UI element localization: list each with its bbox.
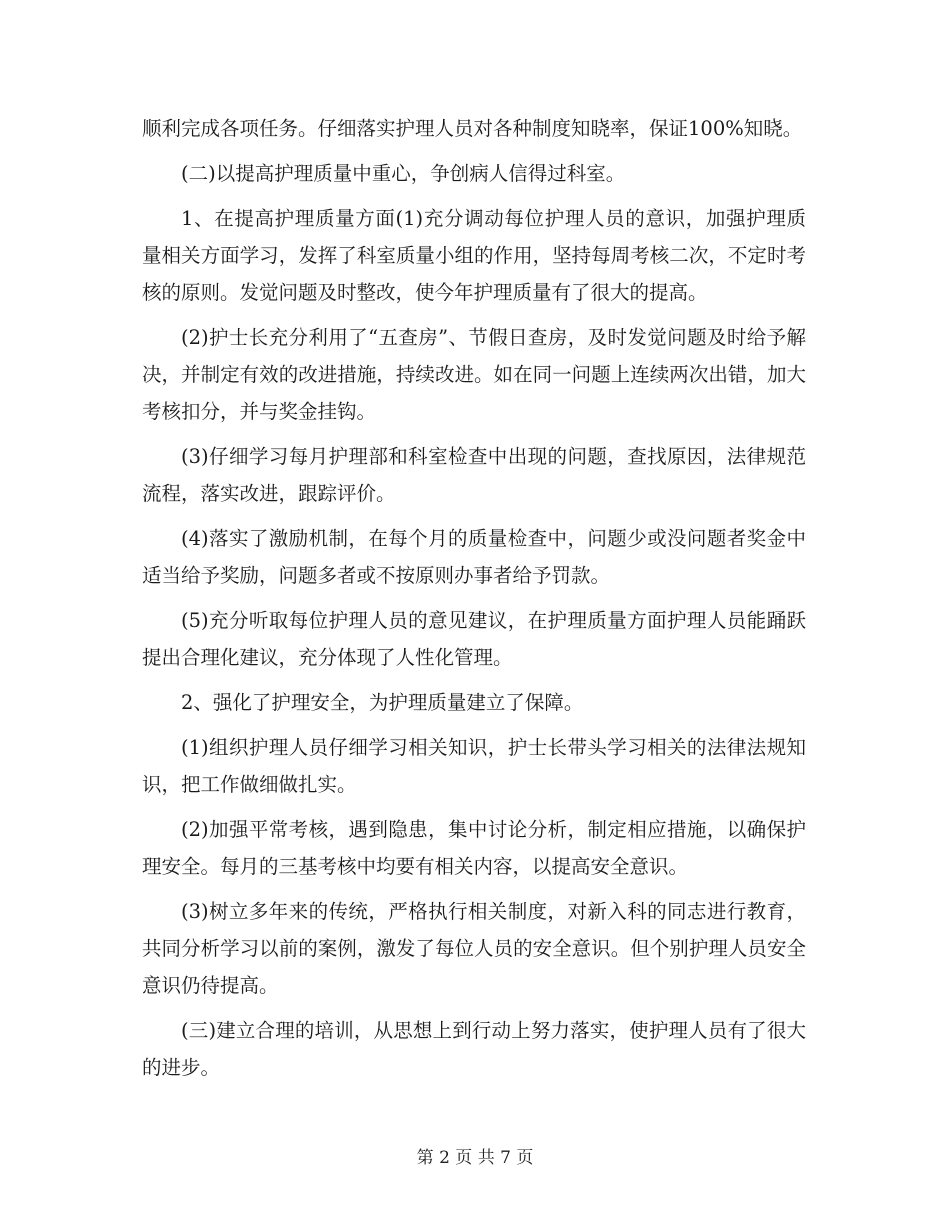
paragraph: (2)护士长充分利用了“五查房”、节假日查房，及时发觉问题及时给予解决，并制定有效的改进措施，持续改进。如在同一问题上连续两次出错，加大考核扣分，并与奖金挂钩。 bbox=[142, 326, 806, 423]
paragraph: 顺利完成各项任务。仔细落实护理人员对各种制度知晓率，保证100%知晓。 bbox=[142, 117, 803, 140]
paragraph: (3)树立多年来的传统，严格执行相关制度，对新入科的同志进行教育，共同分析学习以前的案例，激发了每位人员的安全意识。但个别护理人员安全意识仍待提高。 bbox=[142, 900, 806, 997]
paragraph: (5)充分听取每位护理人员的意见建议，在护理质量方面护理人员能踊跃提出合理化建议，充分体现了人性化管理。 bbox=[142, 609, 806, 669]
paragraph: (二)以提高护理质量中重心，争创病人信得过科室。 bbox=[181, 162, 626, 185]
paragraph: (2)加强平常考核，遇到隐患，集中讨论分析，制定相应措施，以确保护理安全。每月的三基考核中均要有相关内容，以提高安全意识。 bbox=[142, 818, 806, 878]
document-body bbox=[142, 110, 806, 1094]
paragraph: (三)建立合理的培训，从思想上到行动上努力落实，使护理人员有了很大的进步。 bbox=[142, 1019, 806, 1079]
page-number: 第 2 页 共 7 页 bbox=[416, 1148, 534, 1168]
paragraph: (3)仔细学习每月护理部和科室检查中出现的问题，查找原因，法律规范流程，落实改进，跟踪评价。 bbox=[142, 445, 806, 505]
paragraph: (4)落实了激励机制，在每个月的质量检查中，问题少或没问题者奖金中适当给予奖励，问题多者或不按原则办事者给予罚款。 bbox=[142, 527, 806, 587]
paragraph: (1)组织护理人员仔细学习相关知识，护士长带头学习相关的法律法规知识，把工作做细做扎实。 bbox=[142, 736, 806, 796]
paragraph: 1、在提高护理质量方面(1)充分调动每位护理人员的意识，加强护理质量相关方面学习，发挥了科室质量小组的作用，坚持每周考核二次，不定时考核的原则。发觉问题及时整改，使今年护理质量有了很大的提高。 bbox=[142, 207, 806, 304]
paragraph: 2、强化了护理安全，为护理质量建立了保障。 bbox=[181, 691, 584, 714]
